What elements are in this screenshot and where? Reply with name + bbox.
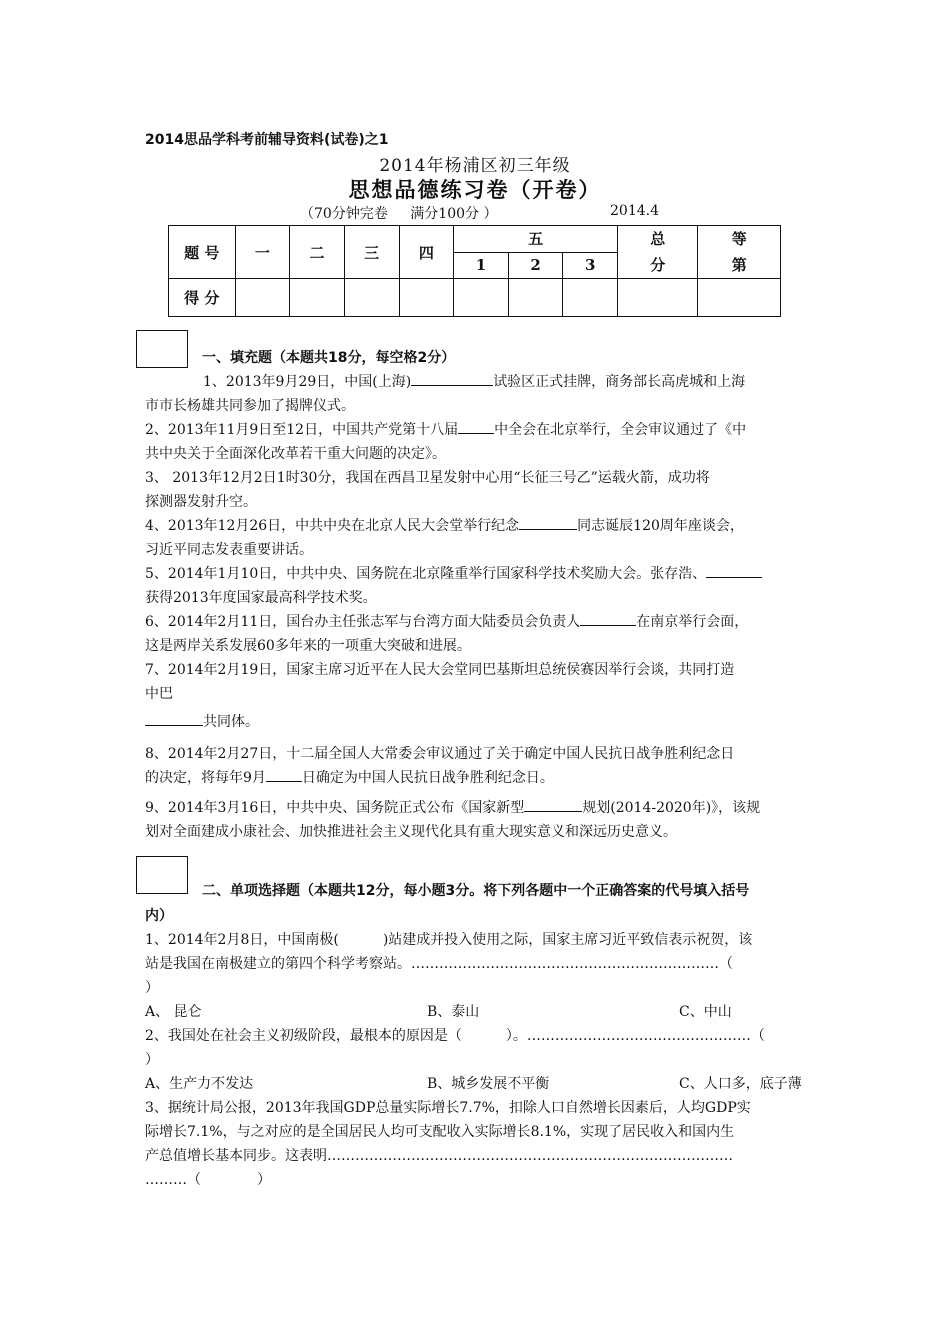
question-1-3: 3、 2013年12月2日1时30分，我国在西昌卫星发射中心用“长征三号乙”运载火箭，成功将 [145, 470, 710, 486]
answer-blank[interactable] [706, 563, 762, 578]
section2-questions [145, 928, 813, 1192]
question-2-2-paren: ） [145, 1052, 159, 1068]
total-label: 总分 [618, 226, 698, 279]
answer-blank[interactable] [458, 419, 494, 434]
option-a[interactable]: A、 昆仑 [145, 1004, 202, 1020]
question-1-7: 7、2014年2月19日，国家主席习近平在人民大会堂同巴基斯坦总统侯赛因举行会谈，共同打造 [145, 662, 735, 678]
score-cell[interactable] [344, 279, 399, 317]
question-2-1-options [145, 1000, 813, 1024]
question-1-4-cont: 习近平同志发表重要讲话。 [145, 542, 313, 558]
column-5: 五 [454, 226, 618, 253]
score-cell[interactable] [290, 279, 345, 317]
question-2-1-cont: 站是我国在南极建立的第四个科学考察站。…………………………………………………………（ [145, 956, 733, 972]
exam-date: 2014.4 [610, 203, 659, 219]
column-5-sub-1: 1 [454, 252, 509, 279]
score-cell[interactable] [454, 279, 509, 317]
exam-subtitle: 2014年杨浦区初三年级 [379, 156, 571, 176]
question-1-8-cont: 的决定，将每年9月 日确定为中国人民抗日战争胜利纪念日。 [145, 766, 813, 790]
question-1-2: 2、2013年11月9日至12日，中国共产党第十八届 中全会在北京举行，全会审议通过了《中 [145, 418, 813, 442]
question-1-7-cont: 中巴 [145, 686, 173, 702]
exam-title: 思想品德练习卷（开卷） [348, 177, 602, 202]
column-5-sub-3: 3 [563, 252, 618, 279]
question-1-3-cont: 探测器发射升空。 [145, 494, 257, 510]
question-2-2: 2、我国处在社会主义初级阶段，最根本的原因是（ ）。…………………………………………（ [145, 1028, 765, 1044]
score-cell[interactable] [235, 279, 290, 317]
question-number-label: 题 号 [169, 226, 236, 279]
option-c[interactable]: C、中山 [679, 1004, 732, 1020]
answer-blank[interactable] [266, 767, 302, 782]
score-cell[interactable] [563, 279, 618, 317]
question-1-5: 5、2014年1月10日，中共中央、国务院在北京隆重举行国家科学技术奖励大会。张存浩、 [145, 562, 813, 586]
column-2: 二 [290, 226, 345, 279]
section1-score-box[interactable] [136, 330, 188, 368]
section2-heading: 二、单项选择题（本题共12分，每小题3分。将下列各题中一个正确答案的代号填入括号 [202, 883, 750, 899]
question-1-9-cont: 划对全面建成小康社会、加快推进社会主义现代化具有重大现实意义和深远历史意义。 [145, 824, 677, 840]
question-1-1: 1、2013年9月29日，中国(上海) 试验区正式挂牌，商务部长高虎城和上海 [145, 370, 813, 394]
section2-heading-cont: 内） [145, 908, 173, 924]
question-2-3-paren: ………（ ） [145, 1172, 271, 1188]
question-1-9: 9、2014年3月16日，中共中央、国务院正式公布《国家新型 规划(2014-2020年)》，该规 [145, 796, 813, 820]
score-cell[interactable] [508, 279, 563, 317]
question-1-8: 8、2014年2月27日，十二届全国人大常委会审议通过了关于确定中国人民抗日战争胜利纪念日 [145, 746, 735, 762]
question-1-4: 4、2013年12月26日，中共中央在北京人民大会堂举行纪念 同志诞辰120周年座谈会， [145, 514, 813, 538]
question-2-1: 1、2014年2月8日，中国南极( )站建成并投入使用之际，国家主席习近平致信表示祝贺，该 [145, 932, 753, 948]
option-a[interactable]: A、生产力不发达 [145, 1076, 254, 1092]
question-2-3-cont2: 产总值增长基本同步。这表明…………………………………………………………………………… [145, 1148, 733, 1164]
question-1-6: 6、2014年2月11日，国台办主任张志军与台湾方面大陆委员会负责人 在南京举行会面， [145, 610, 813, 634]
question-2-3: 3、据统计局公报，2013年我国GDP总量实际增长7.7%，扣除人口自然增长因素后，人均GDP实 [145, 1100, 751, 1116]
answer-blank[interactable] [524, 797, 582, 812]
answer-blank[interactable] [145, 711, 203, 726]
column-3: 三 [344, 226, 399, 279]
grade-label: 等第 [698, 226, 781, 279]
option-b[interactable]: B、城乡发展不平衡 [427, 1076, 550, 1092]
question-1-6-cont: 这是两岸关系发展60多年来的一项重大突破和进展。 [145, 638, 471, 654]
section2-score-box[interactable] [136, 856, 188, 894]
question-1-1-cont: 市市长杨雄共同参加了揭牌仪式。 [145, 398, 355, 414]
full-score: 满分100分 ） [410, 206, 498, 222]
question-1-5-cont: 获得2013年度国家最高科学技术奖。 [145, 590, 377, 606]
answer-blank[interactable] [519, 515, 577, 530]
score-cell[interactable] [399, 279, 454, 317]
score-cell[interactable] [698, 279, 781, 317]
option-b[interactable]: B、泰山 [427, 1004, 480, 1020]
answer-blank[interactable] [580, 611, 636, 626]
time-limit: （70分钟完卷 [300, 206, 388, 222]
option-c[interactable]: C、人口多，底子薄 [679, 1076, 802, 1092]
column-1: 一 [235, 226, 290, 279]
score-cell[interactable] [618, 279, 698, 317]
question-1-7-blank-line: 共同体。 [145, 710, 813, 734]
section1-questions [145, 370, 813, 844]
exam-meta [300, 203, 515, 223]
column-5-sub-2: 2 [508, 252, 563, 279]
question-1-2-cont: 共中央关于全面深化改革若干重大问题的决定》。 [145, 446, 446, 462]
score-row-label: 得 分 [169, 279, 236, 317]
section1-heading: 一、填充题（本题共18分，每空格2分） [202, 350, 456, 366]
answer-blank[interactable] [411, 371, 493, 386]
document-label: 2014思品学科考前辅导资料(试卷)之1 [145, 132, 389, 148]
question-2-1-paren: ） [145, 980, 159, 996]
score-table [168, 225, 781, 317]
question-2-3-cont: 际增长7.1%，与之对应的是全国居民人均可支配收入实际增长8.1%，实现了居民收入和国内生 [145, 1124, 735, 1140]
column-4: 四 [399, 226, 454, 279]
question-2-2-options [145, 1072, 813, 1096]
